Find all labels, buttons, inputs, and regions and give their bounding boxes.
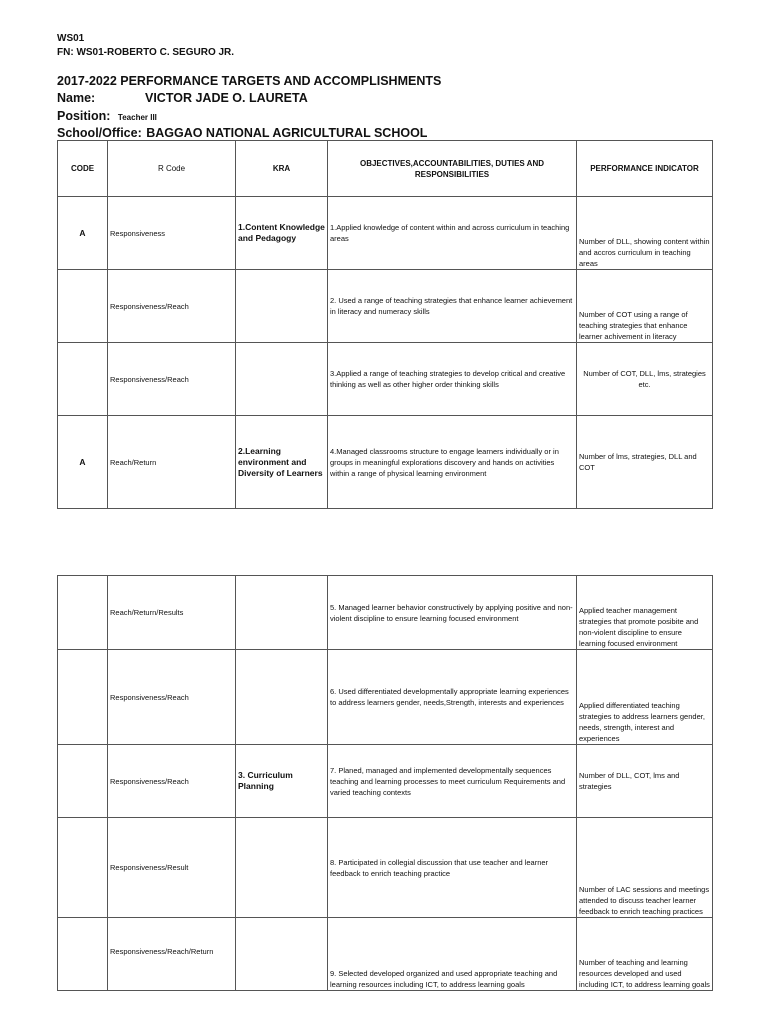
file-name: FN: WS01-ROBERTO C. SEGURO JR. (57, 47, 235, 58)
cell-rcode: Reach/Return (108, 416, 236, 509)
worksheet-code: WS01 (57, 33, 85, 44)
cell-code (58, 918, 108, 991)
table-row (58, 745, 713, 818)
cell-indicator: Number of lms, strategies, DLL and COT (577, 416, 713, 509)
cell-code (58, 818, 108, 918)
cell-code (58, 745, 108, 818)
cell-kra (236, 576, 328, 650)
table-row (58, 918, 713, 991)
cell-indicator: Number of LAC sessions and meetings attended to discuss teacher learner feedback to enrich teaching practices (577, 818, 713, 918)
table-row (58, 270, 713, 343)
cell-code (58, 650, 108, 745)
cell-indicator: Number of COT, DLL, lms, strategies etc. (577, 343, 713, 416)
cell-objective: 3.Applied a range of teaching strategies to develop critical and creative thinking as well as other higher order thinking skills (328, 343, 577, 416)
cell-rcode: Responsiveness/Reach (108, 343, 236, 416)
cell-objective: 4.Managed classrooms structure to engage learners individually or in groups in meaningful explorations discovery and hands on activities within a range of physical learning environment (328, 416, 577, 509)
cell-indicator: Number of DLL, showing content within and accros curriculum in teaching areas (577, 197, 713, 270)
cell-kra (236, 918, 328, 991)
cell-objective: 6. Used differentiated developmentally appropriate learning experiences to address learners gender, needs,Strength, interests and experiences (328, 650, 577, 745)
cell-rcode: Responsiveness/Reach/Return (108, 918, 236, 991)
cell-rcode: Responsiveness/Result (108, 818, 236, 918)
school-label: School/Office: (57, 126, 142, 140)
school-value: BAGGAO NATIONAL AGRICULTURAL SCHOOL (146, 126, 428, 140)
cell-rcode: Reach/Return/Results (108, 576, 236, 650)
position-label: Position: (57, 109, 111, 123)
col-indicator: PERFORMANCE INDICATOR (577, 141, 713, 197)
cell-objective: 5. Managed learner behavior constructively by applying positive and non-violent discipline to ensure learning focused environment (328, 576, 577, 650)
cell-indicator: Number of DLL, COT, lms and strategies (577, 745, 713, 818)
cell-kra: 3. Curriculum Planning (236, 745, 328, 818)
cell-kra (236, 270, 328, 343)
cell-kra: 2.Learning environment and Diversity of Learners (236, 416, 328, 509)
table-row (58, 818, 713, 918)
col-kra: KRA (236, 141, 328, 197)
cell-kra (236, 343, 328, 416)
cell-objective: 7. Planed, managed and implemented developmentally sequences teaching and learning processes to meet curriculum Requirements and varied teaching contexts (328, 745, 577, 818)
cell-rcode: Responsiveness/Reach (108, 270, 236, 343)
cell-code (58, 270, 108, 343)
position-value: Teacher III (117, 113, 157, 122)
cell-indicator: Applied differentiated teaching strategies to address learners gender, needs, strength, interest and experiences (577, 650, 713, 745)
cell-objective: 8. Participated in collegial discussion that use teacher and learner feedback to enrich teaching practice (328, 818, 577, 918)
performance-table-1 (57, 140, 713, 509)
cell-objective: 1.Applied knowledge of content within and across curriculum in teaching areas (328, 197, 577, 270)
table-row (58, 416, 713, 509)
table-row (58, 650, 713, 745)
cell-kra: 1.Content Knowledge and Pedagogy (236, 197, 328, 270)
performance-table-2 (57, 575, 713, 991)
cell-kra (236, 650, 328, 745)
name-value: VICTOR JADE O. LAURETA (145, 91, 308, 105)
table-row (58, 197, 713, 270)
cell-objective: 9. Selected developed organized and used appropriate teaching and learning resources including ICT, to address learning goals (328, 918, 577, 991)
cell-code (58, 576, 108, 650)
table-row (58, 343, 713, 416)
cell-code: A (58, 416, 108, 509)
cell-objective: 2. Used a range of teaching strategies that enhance learner achievement in literacy and numeracy skills (328, 270, 577, 343)
name-label: Name: (57, 91, 96, 105)
cell-code (58, 343, 108, 416)
cell-rcode: Responsiveness/Reach (108, 745, 236, 818)
col-code: CODE (58, 141, 108, 197)
cell-rcode: Responsiveness/Reach (108, 650, 236, 745)
cell-indicator: Number of COT using a range of teaching strategies that enhance learner achivement in literacy (577, 270, 713, 343)
cell-indicator: Applied teacher management strategies that promote posibite and non-violent discipline to ensure learning focused environment (577, 576, 713, 650)
cell-kra (236, 818, 328, 918)
cell-code: A (58, 197, 108, 270)
col-rcode: R Code (108, 141, 236, 197)
position-row (57, 107, 157, 125)
cell-indicator: Number of teaching and learning resources developed and used including ICT, to address learning goals (577, 918, 713, 991)
cell-rcode: Responsiveness (108, 197, 236, 270)
header-row (58, 141, 713, 197)
document-title: 2017-2022 PERFORMANCE TARGETS AND ACCOMPLISHMENTS (57, 74, 442, 88)
table-row (58, 576, 713, 650)
col-objectives: OBJECTIVES,ACCOUNTABILITIES, DUTIES AND RESPONSIBILITIES (328, 141, 577, 197)
